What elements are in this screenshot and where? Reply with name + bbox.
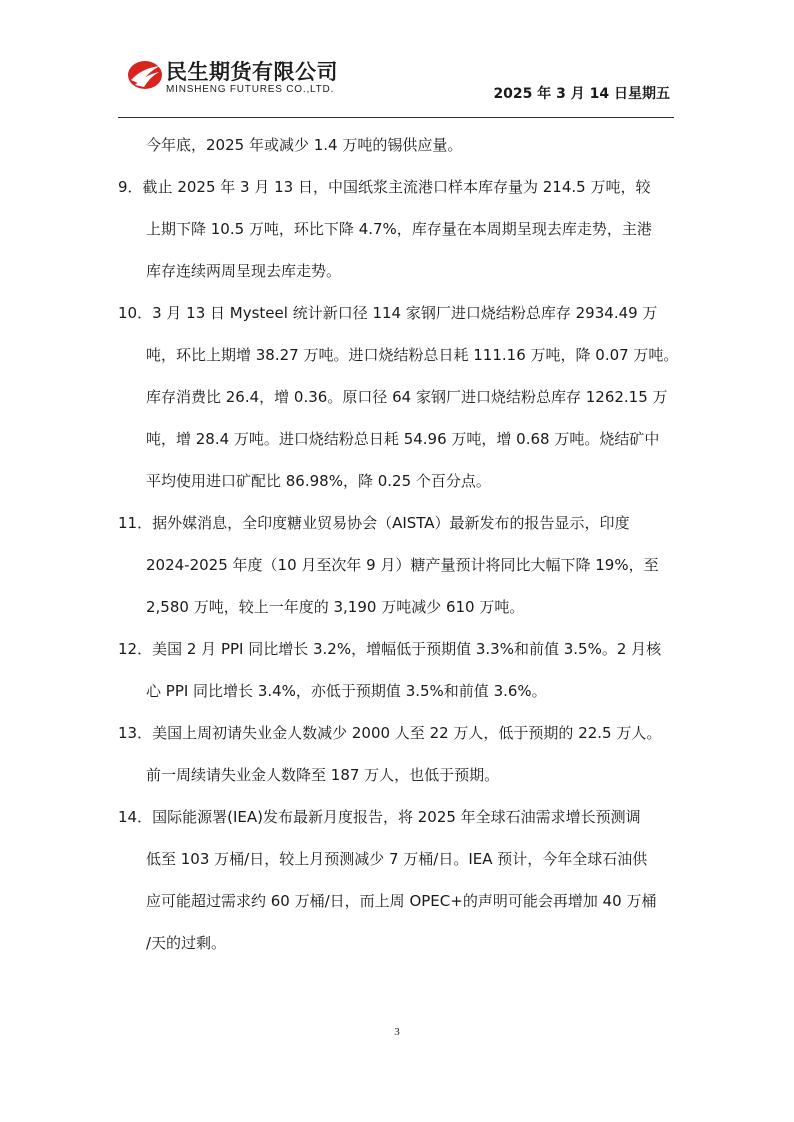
page-header bbox=[0, 0, 794, 120]
list-item-text: 美国上周初请失业金人数减少 2000 人至 22 万人，低于预期的 22.5 万人。 bbox=[152, 724, 662, 742]
list-item bbox=[118, 628, 674, 712]
list-item-line: 库存连续两周呈现去库走势。 bbox=[146, 262, 342, 280]
list-item-number: 10． bbox=[118, 304, 153, 322]
list-item-first-line bbox=[118, 712, 674, 754]
list-item-line: 平均使用进口矿配比 86.98%，降 0.25 个百分点。 bbox=[146, 472, 491, 490]
list-item-first-line bbox=[118, 796, 674, 838]
list-item-first-line bbox=[118, 502, 674, 544]
header-divider bbox=[118, 117, 674, 118]
list-item-text: 截止 2025 年 3 月 13 日，中国纸浆主流港口样本库存量为 214.5 万吨，较 bbox=[142, 178, 651, 196]
list-item-line: 心 PPI 同比增长 3.4%，亦低于预期值 3.5%和前值 3.6%。 bbox=[146, 682, 547, 700]
continuation-text: 今年底，2025 年或减少 1.4 万吨的锡供应量。 bbox=[146, 136, 463, 154]
list-item-line: 前一周续请失业金人数降至 187 万人，也低于预期。 bbox=[146, 766, 500, 784]
list-item-number: 11． bbox=[118, 514, 153, 532]
list-item-line: 2,580 万吨，较上一年度的 3,190 万吨减少 610 万吨。 bbox=[146, 598, 525, 616]
company-name-cn: 民生期货有限公司 bbox=[166, 60, 338, 84]
list-item-text: 据外媒消息，全印度糖业贸易协会（AISTA）最新发布的报告显示，印度 bbox=[152, 514, 630, 532]
company-logo bbox=[126, 56, 376, 102]
list-item-number: 12． bbox=[118, 640, 153, 658]
list-item-line: 低至 103 万桶/日，较上月预测减少 7 万桶/日。IEA 预计，今年全球石油供 bbox=[146, 850, 648, 868]
list-item-line: /天的过剩。 bbox=[146, 934, 227, 952]
list-item-line: 吨，增 28.4 万吨。进口烧结粉总日耗 54.96 万吨，增 0.68 万吨。烧结矿中 bbox=[146, 430, 660, 448]
page-number: 3 bbox=[394, 1026, 400, 1038]
list-item-text: 美国 2 月 PPI 同比增长 3.2%，增幅低于预期值 3.3%和前值 3.5%。2 月核 bbox=[152, 640, 662, 658]
list-item-first-line bbox=[118, 292, 674, 334]
list-item-text: 3 月 13 日 Mysteel 统计新口径 114 家钢厂进口烧结粉总库存 2934.49 万 bbox=[152, 304, 658, 322]
list-item bbox=[118, 796, 674, 964]
list-item bbox=[118, 166, 674, 292]
list-item-number: 13． bbox=[118, 724, 153, 742]
list-item-line: 应可能超过需求约 60 万桶/日，而上周 OPEC+的声明可能会再增加 40 万桶 bbox=[146, 892, 657, 910]
list-item-line: 吨，环比上期增 38.27 万吨。进口烧结粉总日耗 111.16 万吨，降 0.07 万吨。 bbox=[146, 346, 679, 364]
report-body bbox=[118, 124, 679, 964]
company-name-en: MINSHENG FUTURES CO.,LTD. bbox=[166, 84, 335, 95]
list-item-first-line bbox=[118, 166, 674, 208]
minsheng-logo-icon bbox=[126, 58, 164, 92]
list-item-line: 上期下降 10.5 万吨，环比下降 4.7%，库存量在本周期呈现去库走势，主港 bbox=[146, 220, 652, 238]
list-item-line: 2024-2025 年度（10 月至次年 9 月）糖产量预计将同比大幅下降 19%，至 bbox=[146, 556, 659, 574]
list-item bbox=[118, 712, 674, 796]
report-date: 2025 年 3 月 14 日星期五 bbox=[493, 86, 670, 102]
list-item-text: 国际能源署(IEA)发布最新月度报告，将 2025 年全球石油需求增长预测调 bbox=[152, 808, 641, 826]
list-item bbox=[118, 502, 674, 628]
list-item-number: 9． bbox=[118, 178, 143, 196]
list-item-line: 库存消费比 26.4，增 0.36。原口径 64 家钢厂进口烧结粉总库存 1262.15 万 bbox=[146, 388, 668, 406]
list-item-number: 14． bbox=[118, 808, 153, 826]
list-item-first-line bbox=[118, 628, 674, 670]
list-item bbox=[118, 292, 679, 502]
